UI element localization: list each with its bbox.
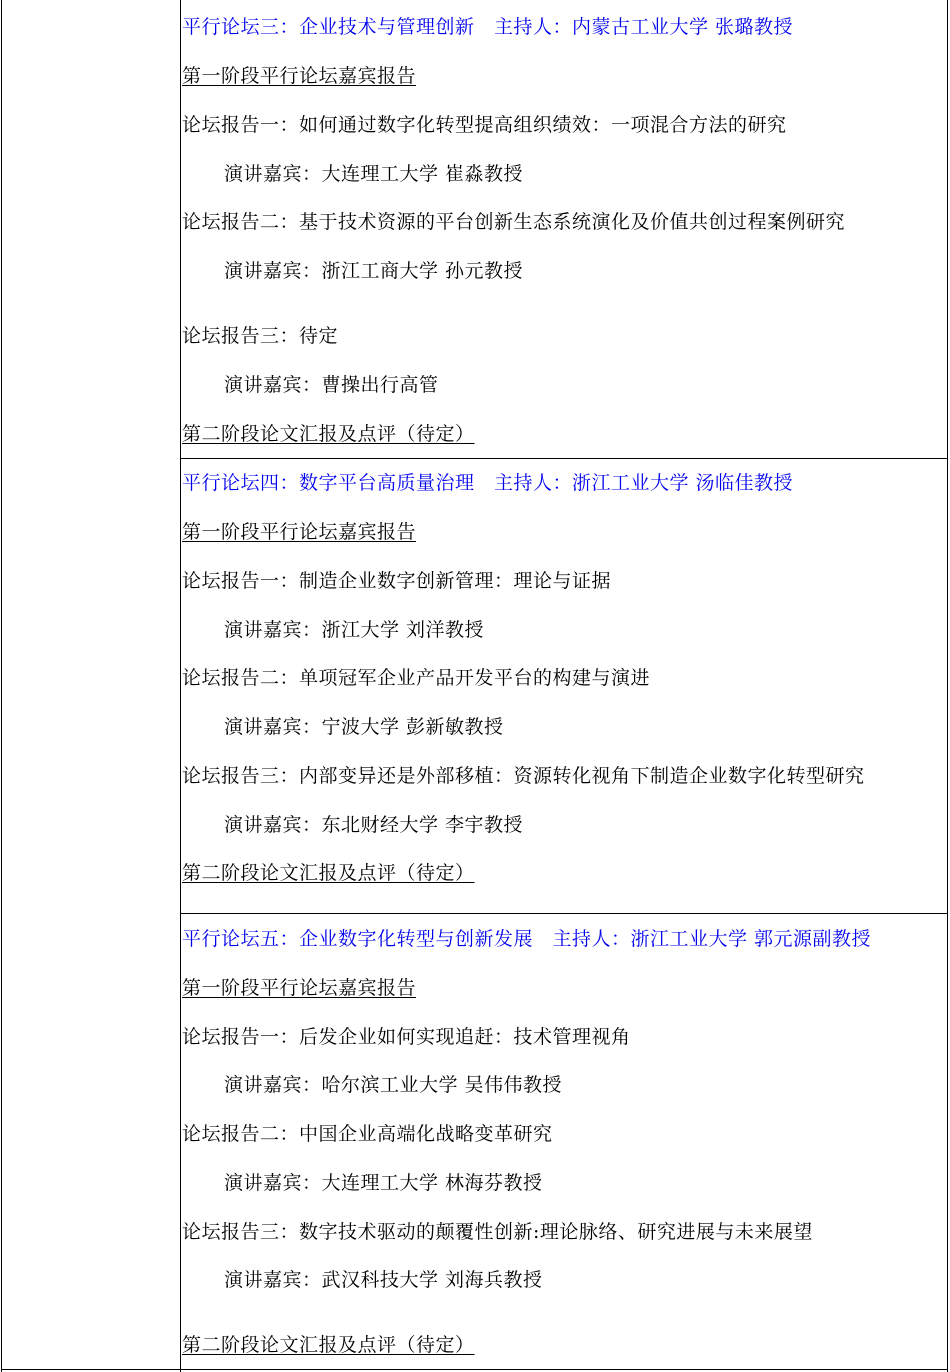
forum-title: 平行论坛五：企业数字化转型与创新发展 主持人：浙江工业大学 郭元源副教授	[182, 928, 872, 950]
report-title: 论坛报告一：制造企业数字创新管理：理论与证据	[182, 570, 612, 592]
stage-two-heading: 第二阶段论文汇报及点评（待定）	[182, 423, 475, 445]
row-divider	[180, 913, 948, 914]
report-title: 论坛报告二：单项冠军企业产品开发平台的构建与演进	[182, 667, 651, 689]
report-speaker: 演讲嘉宾：大连理工大学 林海芬教授	[224, 1172, 543, 1194]
report-speaker: 演讲嘉宾：武汉科技大学 刘海兵教授	[224, 1269, 543, 1291]
table-column-divider	[180, 0, 181, 1372]
stage-one-heading: 第一阶段平行论坛嘉宾报告	[182, 65, 417, 87]
stage-two-heading: 第二阶段论文汇报及点评（待定）	[182, 1334, 475, 1356]
report-title: 论坛报告三：待定	[182, 325, 339, 347]
table-left-border	[1, 0, 2, 1372]
report-speaker: 演讲嘉宾：浙江大学 刘洋教授	[224, 619, 485, 641]
stage-two-heading: 第二阶段论文汇报及点评（待定）	[182, 862, 475, 884]
row-divider	[180, 458, 948, 459]
stage-one-heading: 第一阶段平行论坛嘉宾报告	[182, 977, 417, 999]
report-speaker: 演讲嘉宾：东北财经大学 李宇教授	[224, 814, 524, 836]
report-title: 论坛报告一：后发企业如何实现追赶：技术管理视角	[182, 1026, 631, 1048]
forum-title: 平行论坛三：企业技术与管理创新 主持人：内蒙古工业大学 张璐教授	[182, 16, 794, 38]
report-speaker: 演讲嘉宾：哈尔滨工业大学 吴伟伟教授	[224, 1074, 563, 1096]
report-speaker: 演讲嘉宾：浙江工商大学 孙元教授	[224, 260, 524, 282]
forum-title: 平行论坛四：数字平台高质量治理 主持人：浙江工业大学 汤临佳教授	[182, 472, 794, 494]
report-title: 论坛报告三：数字技术驱动的颠覆性创新:理论脉络、研究进展与未来展望	[182, 1221, 813, 1243]
table-right-border	[947, 0, 948, 1372]
report-speaker: 演讲嘉宾：宁波大学 彭新敏教授	[224, 716, 504, 738]
report-speaker: 演讲嘉宾：大连理工大学 崔淼教授	[224, 163, 524, 185]
report-title: 论坛报告二：基于技术资源的平台创新生态系统演化及价值共创过程案例研究	[182, 211, 846, 233]
report-speaker: 演讲嘉宾：曹操出行高管	[224, 374, 439, 396]
stage-one-heading: 第一阶段平行论坛嘉宾报告	[182, 521, 417, 543]
report-title: 论坛报告二：中国企业高端化战略变革研究	[182, 1123, 553, 1145]
report-title: 论坛报告一：如何通过数字化转型提高组织绩效：一项混合方法的研究	[182, 114, 787, 136]
report-title: 论坛报告三：内部变异还是外部移植：资源转化视角下制造企业数字化转型研究	[182, 765, 865, 787]
table-bottom-border	[1, 1369, 948, 1370]
